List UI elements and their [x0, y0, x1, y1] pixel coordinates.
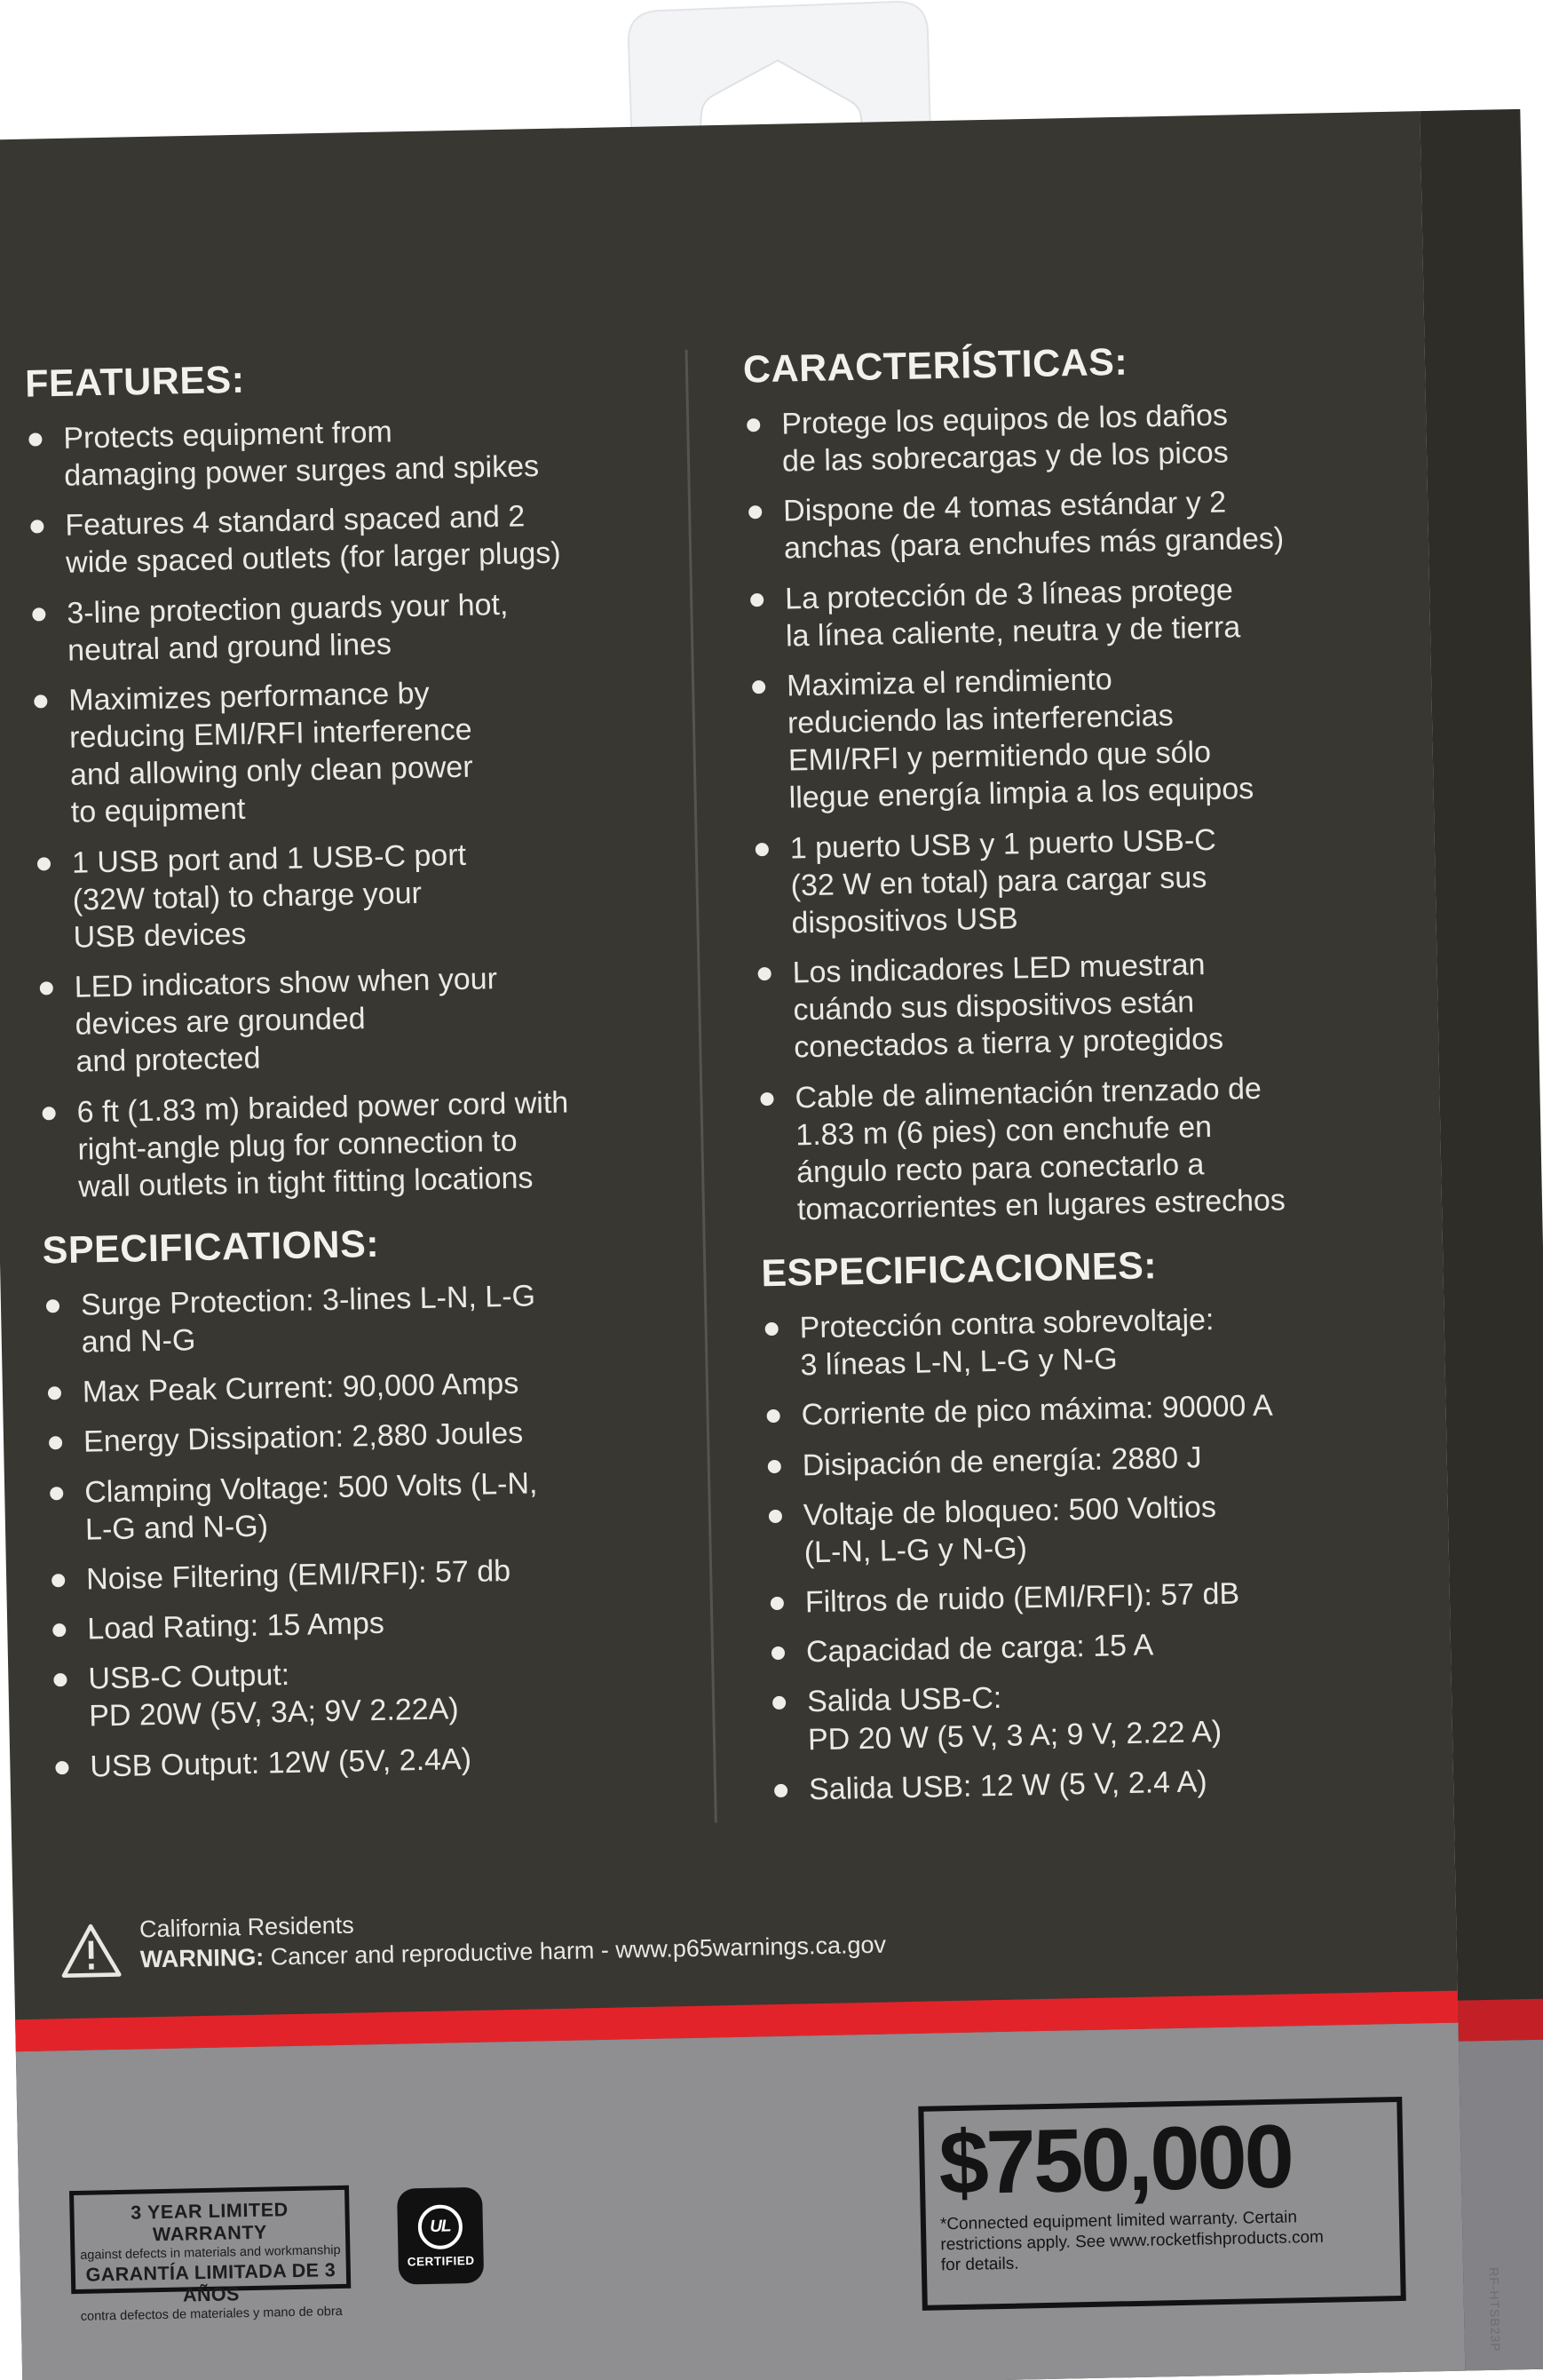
especificaciones-heading: ESPECIFICACIONES:: [760, 1244, 1158, 1296]
model-number: RF-HTSB23P: [1487, 2266, 1504, 2352]
ul-certified-label: CERTIFIED: [407, 2253, 475, 2268]
feature-item-es: La protección de 3 líneas protege la línea caliente, neutra y de tierra: [748, 568, 1389, 656]
feature-item: Protects equipment from damaging power surges and spikes: [26, 409, 649, 496]
feature-item-es: 1 puerto USB y 1 puerto USB-C (32 W en total) para cargar sus dispositivos USB: [752, 817, 1394, 942]
especificaciones-list: [762, 1297, 1412, 1809]
ul-certification-mark-icon: [397, 2187, 484, 2285]
column-divider: [685, 350, 717, 1823]
side-gray-panel: [1459, 2039, 1543, 2370]
caracteristicas-heading: CARACTERÍSTICAS:: [742, 340, 1128, 392]
feature-item-es: Cable de alimentación trenzado de 1.83 m (6 pies) con enchufe en ángulo recto para conectarlo a tomacorrientes en lugares estrechos: [757, 1067, 1400, 1229]
feature-item-es: Los indicadores LED muestran cuándo sus dispositivos están conectados a tierra y protegidos: [755, 942, 1397, 1067]
spec-item: Energy Dissipation: 2,880 Joules: [46, 1412, 669, 1462]
feature-item: 1 USB port and 1 USB-C port (32W total) to charge your USB devices: [35, 832, 658, 956]
warranty-sub-en: against defects in materials and workmanship: [80, 2242, 341, 2263]
caracteristicas-list: [744, 393, 1400, 1229]
warranty-title-es: GARANTÍA LIMITADA DE 3 AÑOS: [85, 2259, 336, 2306]
spec-item: Load Rating: 15 Amps: [50, 1599, 672, 1648]
column-english: [25, 351, 676, 1837]
ul-logo-letters: UL: [430, 2216, 451, 2236]
specifications-list: [44, 1274, 675, 1786]
feature-item: 3-line protection guards your hot, neutral and ground lines: [29, 583, 653, 670]
feature-item-es: Maximiza el rendimiento reduciendo las interferencias EMI/RFI y permitiendo que sólo llegue energía limpia a los equipos: [749, 655, 1392, 818]
warranty-sub-es: contra defectos de materiales y mano de obra: [80, 2304, 343, 2324]
product-box: [0, 109, 1543, 2380]
features-heading: FEATURES:: [24, 358, 245, 406]
feature-item: 6 ft (1.83 m) braided power cord with right-angle plug for connection to wall outlets in tight fitting locations: [39, 1082, 662, 1206]
spec-item: USB Output: 12W (5V, 2.4A): [52, 1736, 675, 1786]
spec-item: Clamping Voltage: 500 Volts (L-N, L-G and N-G): [47, 1462, 670, 1549]
ul-logo-circle: [417, 2204, 463, 2249]
spec-item-es: Filtros de ruido (EMI/RFI): 57 dB: [767, 1572, 1408, 1622]
bottom-gray-panel: [16, 2023, 1466, 2380]
back-panel: [0, 111, 1465, 2380]
spec-item-es: Voltaje de bloqueo: 500 Voltios (L-N, L-G y N-G): [765, 1484, 1407, 1572]
spec-item-es: Disipación de energía: 2880 J: [764, 1434, 1405, 1485]
spec-item-es: Salida USB-C: PD 20 W (5 V, 3 A; 9 V, 2.22 A): [770, 1671, 1412, 1759]
spec-item: USB-C Output: PD 20W (5V, 3A; 9V 2.22A): [51, 1649, 674, 1736]
warranty-amount: $750,000: [938, 2106, 1293, 2214]
connected-equipment-warranty-box: [918, 2097, 1406, 2311]
column-spanish: [743, 336, 1412, 1821]
prop65-text: [139, 1900, 887, 1975]
feature-item: Features 4 standard spaced and 2 wide spaced outlets (for larger plugs): [28, 496, 651, 583]
spec-item-es: Salida USB: 12 W (5 V, 2.4 A): [772, 1758, 1412, 1809]
feature-item: LED indicators show when your devices are grounded and protected: [36, 957, 660, 1082]
prop65-warning-text: Cancer and reproductive harm - www.p65warnings.ca.gov: [263, 1931, 887, 1971]
text-columns: [25, 336, 1412, 1836]
warning-triangle-icon: [58, 1921, 124, 1980]
spec-item: Noise Filtering (EMI/RFI): 57 db: [49, 1549, 671, 1599]
specifications-heading: SPECIFICATIONS:: [42, 1222, 380, 1273]
warranty-fine-print: *Connected equipment limited warranty. Certain restrictions apply. See www.rocketfishproducts.com for details.: [939, 2208, 1325, 2275]
side-red-stripe: [1458, 1998, 1543, 2041]
spec-item-es: Capacidad de carga: 15 A: [769, 1622, 1410, 1672]
feature-item-es: Protege los equipos de los daños de las sobrecargas y de los picos: [744, 393, 1386, 481]
feature-item-es: Dispone de 4 tomas estándar y 2 anchas (para enchufes más grandes): [746, 480, 1388, 568]
spec-item-es: Protección contra sobrevoltaje: 3 líneas L-N, L-G y N-G: [762, 1297, 1404, 1385]
prop65-warning: [58, 1900, 887, 1981]
feature-item: Maximizes performance by reducing EMI/RFI interference and allowing only clean power to equipment: [31, 670, 655, 832]
prop65-warning-label: WARNING:: [139, 1943, 265, 1973]
spec-item: Max Peak Current: 90,000 Amps: [45, 1362, 668, 1412]
prop65-residents: California Residents: [138, 1911, 354, 1943]
warranty-box: [69, 2186, 351, 2324]
warranty-title-en: 3 YEAR LIMITED WARRANTY: [130, 2199, 289, 2246]
spec-item: Surge Protection: 3-lines L-N, L-G and N-G: [44, 1274, 667, 1361]
features-list: [26, 409, 663, 1207]
spec-item-es: Corriente de pico máxima: 90000 A: [764, 1384, 1405, 1435]
